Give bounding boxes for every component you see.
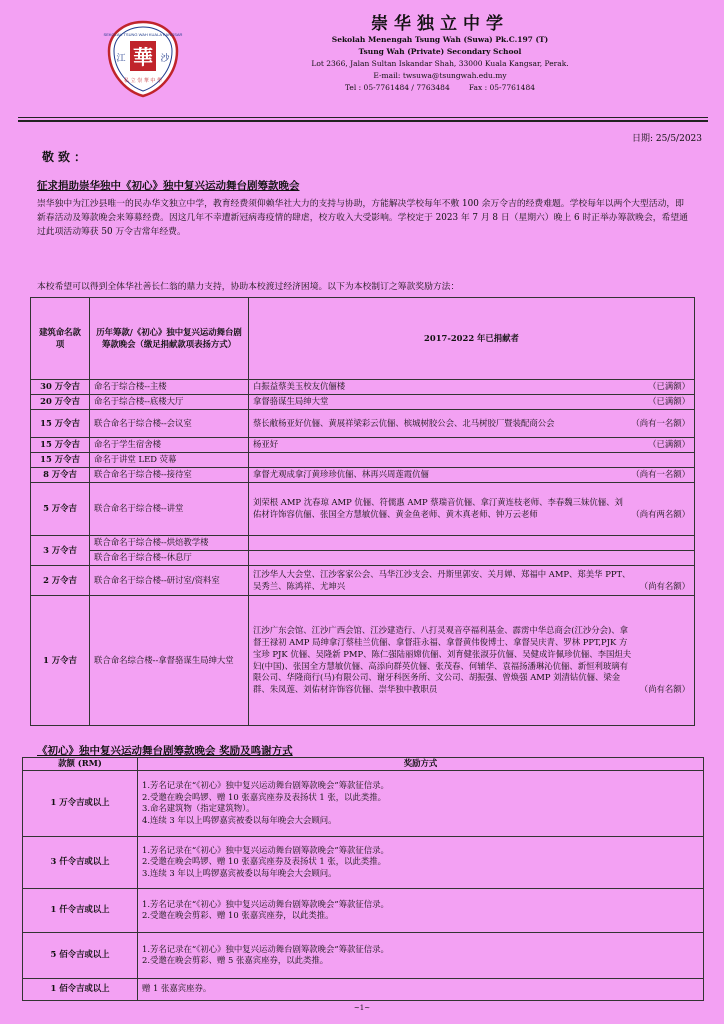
reward-item: 1.芳名记录在“《初心》独中复兴运动舞台剧筹款晚会”筹款征信录。 bbox=[142, 943, 389, 954]
reward-item: 4.连续 3 年以上鸣锣嘉宾被委以每年晚会大会顾问。 bbox=[142, 815, 337, 826]
header-divider-thick bbox=[18, 120, 708, 122]
school-fax: Fax : 05-7761484 bbox=[468, 83, 535, 92]
row-note: （尚有一名额） bbox=[631, 417, 690, 428]
greeting: 敬致： bbox=[42, 150, 91, 164]
table-row bbox=[31, 536, 695, 551]
row-donors: 杨亚好 bbox=[253, 439, 279, 450]
logo-text-top: SEKOLAH TSUNG WAH KUALA KANGSAR bbox=[103, 32, 183, 37]
row-room: 联合命名于综合楼--烘焙教学楼 bbox=[90, 536, 249, 551]
row-amount: 15 万令吉 bbox=[31, 453, 90, 468]
paragraph-appeal: 本校希望可以得到全体华社善长仁翁的鼎力支持，协助本校渡过经济困境。以下为本校制订之筹款奖励方法： bbox=[37, 282, 460, 292]
page-number: ~1~ bbox=[353, 1004, 371, 1012]
naming-donation-table bbox=[30, 297, 695, 726]
table-row bbox=[31, 380, 695, 395]
logo-char-left: 江 bbox=[116, 54, 126, 64]
reward-item: 2.受邀在晚会鸣锣、赠 10 张嘉宾座券及表扬状 1 张，以此类推。 bbox=[142, 791, 386, 802]
school-address: Lot 2366, Jalan Sultan Iskandar Shah, 33000 Kuala Kangsar, Perak. bbox=[311, 59, 569, 68]
row-room: 命名于学生宿舍楼 bbox=[90, 438, 249, 453]
reward-item: 1.芳名记录在“《初心》独中复兴运动舞台剧筹款晚会”筹款征信录。 bbox=[142, 898, 389, 909]
col-header-amount: 建筑命名款项 bbox=[31, 298, 90, 380]
logo-char-right: 沙 bbox=[160, 54, 170, 64]
col-header-amount-rm: 款额 (RM) bbox=[23, 758, 138, 771]
row-donors: 蔡长敝杨亚好伉俪、黄展祥梁彩云伉俪、槟城树胶公会、北马树胶厂暨装配商公会 bbox=[253, 417, 555, 428]
table-row bbox=[31, 551, 695, 566]
table-row bbox=[23, 836, 704, 888]
row-room: 联合命名综合楼--拿督骆谋生局绅大堂 bbox=[90, 596, 249, 726]
row-note: （尚有一名额） bbox=[631, 469, 690, 480]
row-amount: 20 万令吉 bbox=[31, 395, 90, 410]
paragraph-intro: 崇华独中为江沙县唯一的民办华文独立中学，教育经费须仰赖华社大力的支持与协助，方能解决学校每年不敷 100 余万令吉的经费难题。学校每年以两个大型活动，即新春活动及筹款晚会来筹募经费。因这几年不幸遭新冠病毒疫情的肆虐，校方收入大受影响。学校定于 2023 年 7 月 8 日（星期六）晚上 6 时正举办筹款晚会，希望通过此项活动筹获 50 万令吉常年经费。 bbox=[37, 199, 688, 237]
row-room: 命名于综合楼--底楼大厅 bbox=[90, 395, 249, 410]
school-name-ms: Sekolah Menengah Tsung Wah (Suwa) Pk.C.197 (T) bbox=[331, 35, 549, 44]
row-amount: 15 万令吉 bbox=[31, 410, 90, 438]
row-amount: 30 万令吉 bbox=[31, 380, 90, 395]
table-row bbox=[31, 410, 695, 438]
table-header-row bbox=[31, 298, 695, 380]
table-row bbox=[31, 468, 695, 483]
reward-amount: 1 仟令吉或以上 bbox=[23, 888, 138, 932]
reward-amount: 5 佰令吉或以上 bbox=[23, 932, 138, 978]
row-donors: 刘荣根 AMP 沈春琼 AMP 伉俪、符儒惠 AMP 蔡瑞音伉俪、拿汀黄连枝老师、李春魏三妹伉俪、刘佑材许饰容伉俪、张国全方慧敏伉俪、黄金鱼老师、黄木真老师、钟万云老师 bbox=[253, 497, 623, 519]
row-amount: 5 万令吉 bbox=[31, 483, 90, 536]
letterhead bbox=[200, 14, 680, 94]
reward-amount: 3 仟令吉或以上 bbox=[23, 836, 138, 888]
row-note: （尚有名额） bbox=[639, 684, 690, 695]
rewards-subtitle: 《初心》独中复兴运动舞台剧筹款晚会 奖励及鸣谢方式 bbox=[37, 745, 293, 757]
school-name-en: Tsung Wah (Private) Secondary School bbox=[358, 47, 522, 56]
table-row bbox=[31, 438, 695, 453]
table-row bbox=[31, 596, 695, 726]
table-row bbox=[23, 888, 704, 932]
row-amount: 1 万令吉 bbox=[31, 596, 90, 726]
table-row bbox=[31, 453, 695, 468]
school-tel: Tel : 05-7761484 / 7763484 bbox=[345, 83, 450, 92]
table-row bbox=[31, 483, 695, 536]
row-room: 联合命名于综合楼--接待室 bbox=[90, 468, 249, 483]
row-room: 联合命名于综合楼--讲堂 bbox=[90, 483, 249, 536]
table-row bbox=[31, 566, 695, 596]
reward-item: 3.连续 3 年以上鸣锣嘉宾被委以每年晚会大会顾问。 bbox=[142, 868, 337, 879]
col-header-recognition: 历年筹款/《初心》独中复兴运动舞台剧筹款晚会（缴足捐献款项表扬方式） bbox=[90, 298, 249, 380]
row-donors: 江沙广东会馆、江沙广西会馆、江沙建造行、八打灵观音亭福利基金、霹雳中华总商会(江沙分会)、拿督王禄初 AMP 局绅拿汀蔡桂兰伉俪、拿督莊永福、拿督黄伟俊博士、拿督吴庆青、罗林 PPT,PJK 方宝珍 PJK 伉俪、吴隆新 PMP、陈仁强陆丽嫦伉俪、刘育健张淑芬伉俪、吴健成许佩珍伉俪、李国炟夫妇(中国)、张国全方慧敏伉俪、高添向群英伉俪、张茂春、何辅华、袁福扬潘琳沁伉俪、新恒利玻璃有限公司、华隆商行(马)有限公司、谢牙科医务所、文公司、胡振强、曾焕强 AMP 刘清钻伉俪、梁金群、朱凤莲、刘佑材许饰容伉俪、崇华独中教职员 bbox=[253, 625, 632, 695]
table-row bbox=[23, 978, 704, 1000]
row-room: 联合命名于综合楼--休息厅 bbox=[90, 551, 249, 566]
logo-char-main: 華 bbox=[133, 45, 153, 69]
row-room: 联合命名于综合楼--会议室 bbox=[90, 410, 249, 438]
row-note: （尚有两名额） bbox=[631, 509, 690, 519]
letter-title: 征求捐助崇华独中《初心》独中复兴运动舞台剧筹款晚会 bbox=[37, 180, 300, 192]
row-donors bbox=[249, 536, 695, 551]
reward-item: 1.芳名记录在“《初心》独中复兴运动舞台剧筹款晚会”筹款征信录。 bbox=[142, 779, 389, 790]
reward-item: 1.芳名记录在“《初心》独中复兴运动舞台剧筹款晚会”筹款征信录。 bbox=[142, 844, 389, 855]
table-row bbox=[23, 932, 704, 978]
row-room: 命名于讲堂 LED 荧幕 bbox=[90, 453, 249, 468]
logo-text-bottom: 私 立 崇 華 中 學 bbox=[124, 78, 162, 84]
school-logo bbox=[103, 19, 183, 99]
row-note: （已满额） bbox=[648, 381, 690, 392]
table-header-row bbox=[23, 758, 704, 771]
row-room: 联合命名于综合楼--研讨室/资料室 bbox=[90, 566, 249, 596]
row-donors: 白振益蔡美玉校友伉俪楼 bbox=[253, 381, 346, 392]
reward-item: 2.受邀在晚会剪彩、赠 10 张嘉宾座券，以此类推。 bbox=[142, 910, 334, 921]
row-amount: 8 万令吉 bbox=[31, 468, 90, 483]
letter-date: 日期: 25/5/2023 bbox=[631, 134, 702, 144]
school-email: E-mail: twsuwa@tsungwah.edu.my bbox=[373, 71, 507, 80]
reward-amount: 1 佰令吉或以上 bbox=[23, 978, 138, 1000]
row-amount: 2 万令吉 bbox=[31, 566, 90, 596]
reward-amount: 1 万令吉或以上 bbox=[23, 770, 138, 836]
row-donors: 拿督骆谋生局绅大堂 bbox=[253, 396, 329, 407]
table-row bbox=[31, 395, 695, 410]
school-name-cn: 崇华独立中学 bbox=[371, 14, 509, 34]
reward-item: 赠 1 张嘉宾座券。 bbox=[142, 983, 212, 994]
row-amount: 15 万令吉 bbox=[31, 438, 90, 453]
reward-item: 3.命名建筑物（指定建筑物）。 bbox=[142, 803, 255, 814]
col-header-rewards: 奖励方式 bbox=[138, 758, 704, 771]
col-header-donors: 2017-2022 年已捐献者 bbox=[249, 298, 695, 380]
reward-item: 2.受邀在晚会剪彩、赠 5 张嘉宾座券，以此类推。 bbox=[142, 955, 329, 966]
row-room: 命名于综合楼--主楼 bbox=[90, 380, 249, 395]
row-donors: 江沙华人大会堂、江沙客家公会、马华江沙支会、丹斯里郭安、关月婵、郑福中 AMP、郑美华 PPT、吴秀兰、陈鸿祥、尤坤兴 bbox=[253, 568, 631, 591]
reward-item: 2.受邀在晚会鸣锣、赠 10 张嘉宾座券及表扬状 1 张，以此类推。 bbox=[142, 856, 386, 867]
header-divider bbox=[18, 117, 708, 118]
row-note: （已满额） bbox=[648, 396, 690, 407]
row-donors bbox=[249, 551, 695, 566]
row-amount: 3 万令吉 bbox=[31, 536, 90, 566]
row-note: （已满额） bbox=[648, 439, 690, 450]
table-row bbox=[23, 770, 704, 836]
rewards-table bbox=[22, 757, 704, 1001]
row-donors: 拿督尤观成拿汀黄珍珍伉俪、林再兴周莲霞伉俪 bbox=[253, 469, 429, 480]
row-note: （尚有名额） bbox=[639, 580, 690, 591]
